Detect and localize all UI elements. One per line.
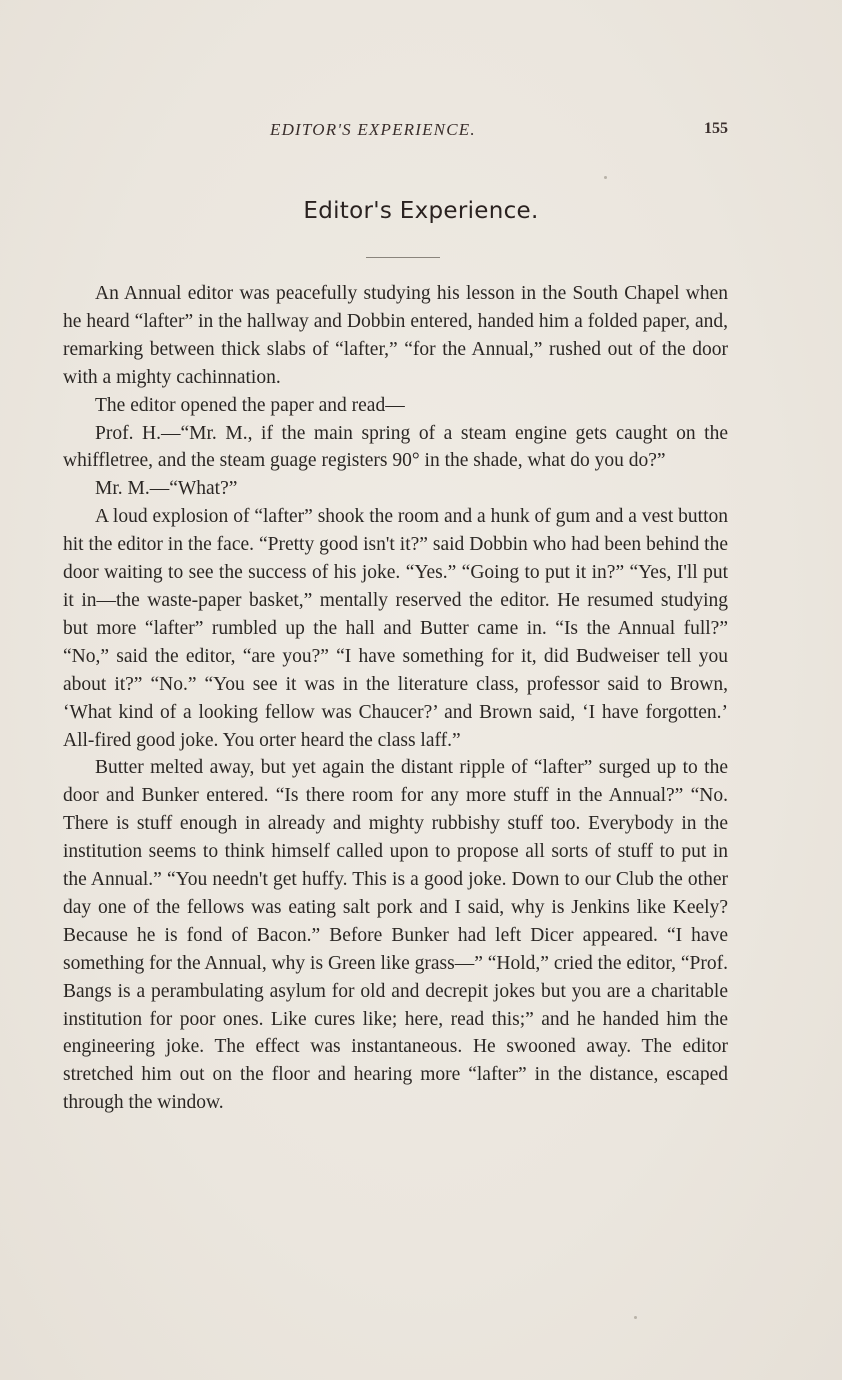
running-title: EDITOR'S EXPERIENCE. — [270, 120, 476, 139]
paragraph: An Annual editor was peacefully studying his lesson in the South Chapel when he heard “lafter” in the hallway and Dobbin entered, handed him a folded paper, and, remarking between thick slabs of “lafter,” “for the Annual,” rushed out of the door with a mighty cachinnation. — [63, 283, 728, 388]
page-number: 155 — [704, 120, 728, 137]
paragraph: A loud explosion of “lafter” shook the room and a hunk of gum and a vest button hit the editor in the face. “Pretty good isn't it?” said Dobbin who had been behind the door waiting to see the success of his joke. “Yes.” “Going to put it in?” “Yes, I'll put it in—the waste-paper basket,” mentally reserved the editor. He resumed studying but more “lafter” rumbled up the hall and Butter came in. “Is the Annual full?” “No,” said the editor, “are you?” “I have something for it, did Budweiser tell you about it?” “No.” “You see it was in the literature class, professor said to Brown, ‘What kind of a looking fellow was Chaucer?’ and Brown said, ‘I have forgotten.’ All-fired good joke. You orter heard the class laff.” — [63, 506, 728, 751]
paragraph: Mr. M.—“What?” — [95, 478, 238, 500]
running-head — [62, 120, 728, 144]
paper-speck — [604, 176, 607, 179]
article-title: Editor's Experience. — [303, 198, 539, 224]
article-body — [63, 280, 728, 1117]
paragraph: The editor opened the paper and read— — [95, 394, 405, 416]
paragraph: Prof. H.—“Mr. M., if the main spring of a steam engine gets caught on the whiffletree, and the steam guage registers 90° in the shade, what do you do?” — [63, 422, 728, 472]
paper-speck — [634, 1316, 637, 1319]
title-rule — [366, 257, 440, 258]
paragraph: Butter melted away, but yet again the distant ripple of “lafter” surged up to the door and Bunker entered. “Is there room for any more stuff in the Annual?” “No. There is stuff enough in already and mighty rubbishy stuff too. Everybody in the institution seems to think himself called upon to propose all sorts of stuff to put in the Annual.” “You needn't get huffy. This is a good joke. Down to our Club the other day one of the fellows was eating salt pork and I said, why is Jenkins like Keely? Because he is fond of Bacon.” Before Bunker had left Dicer appeared. “I have something for the Annual, why is Green like grass—” “Hold,” cried the editor, “Prof. Bangs is a perambulating asylum for old and decrepit jokes but you are a charitable institution for poor ones. Like cures like; here, read this;” and he handed him the engineering joke. The effect was instantaneous. He swooned away. The editor stretched him out on the floor and hearing more “lafter” in the distance, escaped through the window. — [63, 757, 728, 1114]
